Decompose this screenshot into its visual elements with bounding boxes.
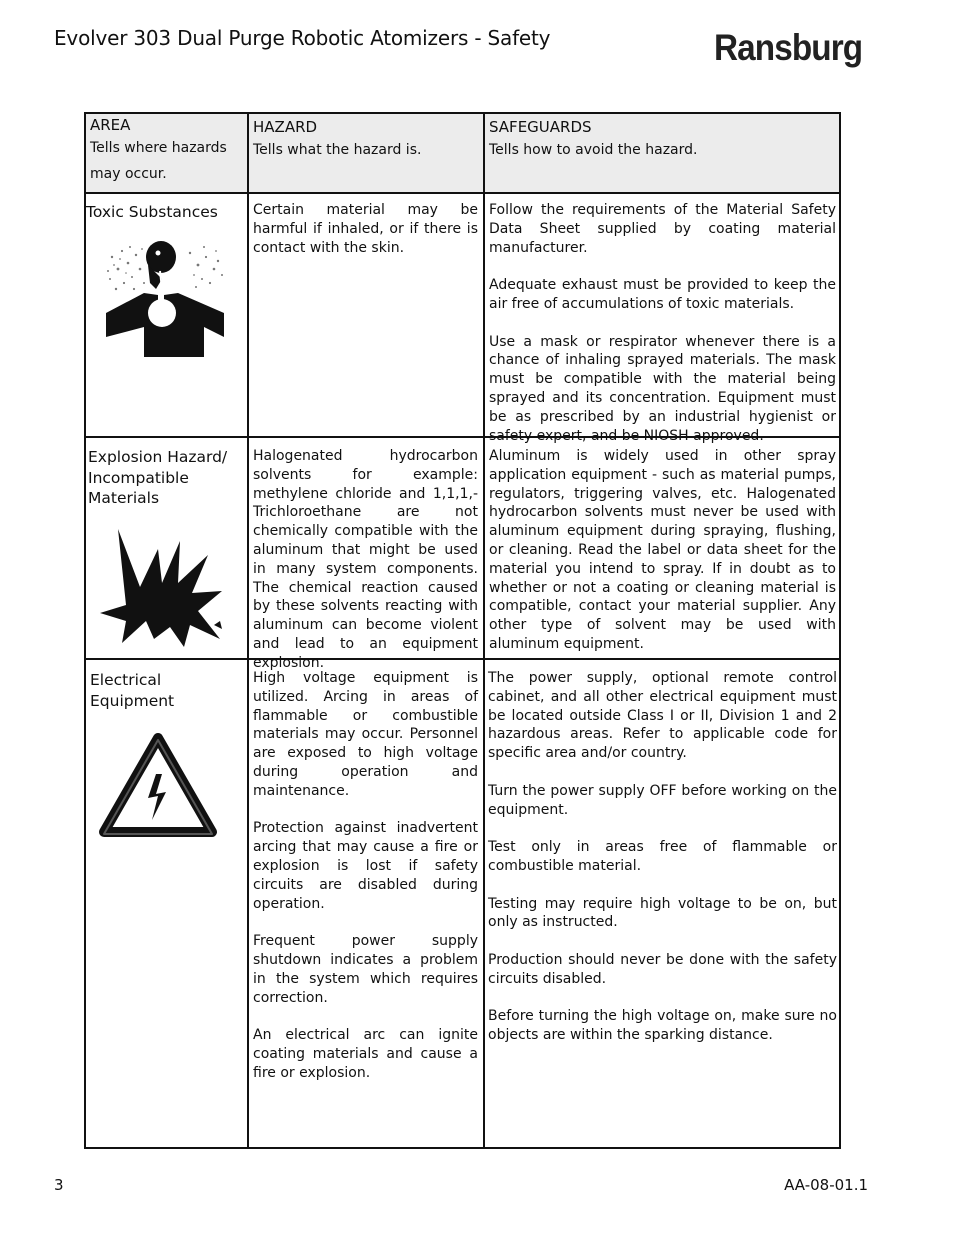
high-voltage-icon [98, 732, 218, 846]
hazard-toxic-substances [253, 201, 478, 276]
header-area-subtitle: Tells where hazards may occur. [90, 139, 227, 182]
safeguard-text: Follow the requirements of the Material Safety Data Sheet supplied by coating material manufacturer. [489, 202, 836, 256]
column-divider [483, 114, 485, 1147]
hazard-explosion [253, 447, 478, 691]
safeguard-text: Use a mask or respirator whenever there is a chance of inhaling sprayed materials. The mask must be compatible with the material being sprayed and its concentration. Equipment must be as prescribed by an industrial hygienist or safety expert, and be NIOSH approved. [489, 333, 836, 444]
safeguards-toxic-substances [489, 201, 836, 464]
area-electrical-equipment: Electrical Equipment [90, 671, 175, 710]
header-area-title: AREA [90, 116, 131, 134]
area-explosion-hazard: Explosion Hazard/ Incompatible Materials [88, 448, 228, 507]
row-divider [86, 192, 839, 194]
area-toxic-substances: Toxic Substances [86, 203, 218, 221]
hazard-text: Halogenated hydrocarbon solvents for example: methylene chloride and 1,1,1,-Trichloroethane are not chemically compatible with the aluminum that might be used in many system components. The chemical reaction caused by these solvents reacting with aluminum can become violent and lead to an equipment explosion. [253, 448, 478, 671]
hazard-text: Certain material may be harmful if inhaled, or if there is contact with the skin. [253, 202, 478, 256]
safety-table [84, 112, 841, 1149]
hazard-text: Frequent power supply shutdown indicates a problem in the system which requires correction. [253, 933, 478, 1006]
header-safeguards-title: SAFEGUARDS [489, 118, 592, 136]
header-hazard-subtitle: Tells what the hazard is. [253, 141, 422, 158]
safeguard-text: Before turning the high voltage on, make sure no objects are within the sparking distance. [488, 1008, 837, 1044]
page-number: 3 [54, 1176, 64, 1194]
safeguard-text: Adequate exhaust must be provided to keep the air free of accumulations of toxic materials. [489, 277, 836, 312]
hazard-text: Protection against inadvertent arcing that may cause a fire or explosion is lost if safety circuits are disabled during operation. [253, 820, 478, 912]
hazard-text: An electrical arc can ignite coating materials and cause a fire or explosion. [253, 1027, 478, 1081]
header-hazard [253, 118, 478, 163]
safeguard-text: Test only in areas free of flammable or combustible material. [488, 839, 837, 874]
safeguard-text: Production should never be done with the safety circuits disabled. [488, 951, 837, 987]
toxic-substance-icon [106, 239, 226, 361]
safeguard-text: Aluminum is widely used in other spray application equipment - such as material pumps, regulators, triggering valves, etc. Halogenated hydrocarbon solvents must never be used with aluminum equipment during spraying, flushing, or cleaning. Read the label or data sheet for the material you intend to spray. If in doubt as to whether or not a coating or cleaning material is compatible, contact your material supplier. Any other type of solvent may be used with aluminum equipment. [489, 448, 836, 652]
page-title: Evolver 303 Dual Purge Robotic Atomizers - Safety [54, 26, 551, 50]
document-code: AA-08-01.1 [784, 1176, 868, 1194]
safeguard-text: Testing may require high voltage to be on, but only as instructed. [488, 895, 837, 931]
explosion-icon [96, 521, 226, 655]
brand-logo: Ransburg [714, 27, 863, 68]
column-divider [247, 114, 249, 1147]
safeguards-explosion [489, 447, 836, 673]
header-area [90, 116, 240, 187]
safeguards-electrical [488, 669, 837, 1064]
hazard-text: High voltage equipment is utilized. Arcing in areas of flammable or combustible materials may occur. Personnel are exposed to high voltage during operation and maintenance. [253, 670, 478, 799]
safeguard-text: The power supply, optional remote control cabinet, and all other electrical equipment must be located outside Class I or II, Division 1 and 2 hazardous areas. Refer to applicable code for specific area and/or country. [488, 670, 837, 762]
safeguard-text: Turn the power supply OFF before working on the equipment. [488, 782, 837, 818]
header-hazard-title: HAZARD [253, 118, 318, 136]
hazard-electrical [253, 669, 478, 1101]
header-safeguards [489, 118, 834, 163]
header-safeguards-subtitle: Tells how to avoid the hazard. [489, 141, 698, 158]
